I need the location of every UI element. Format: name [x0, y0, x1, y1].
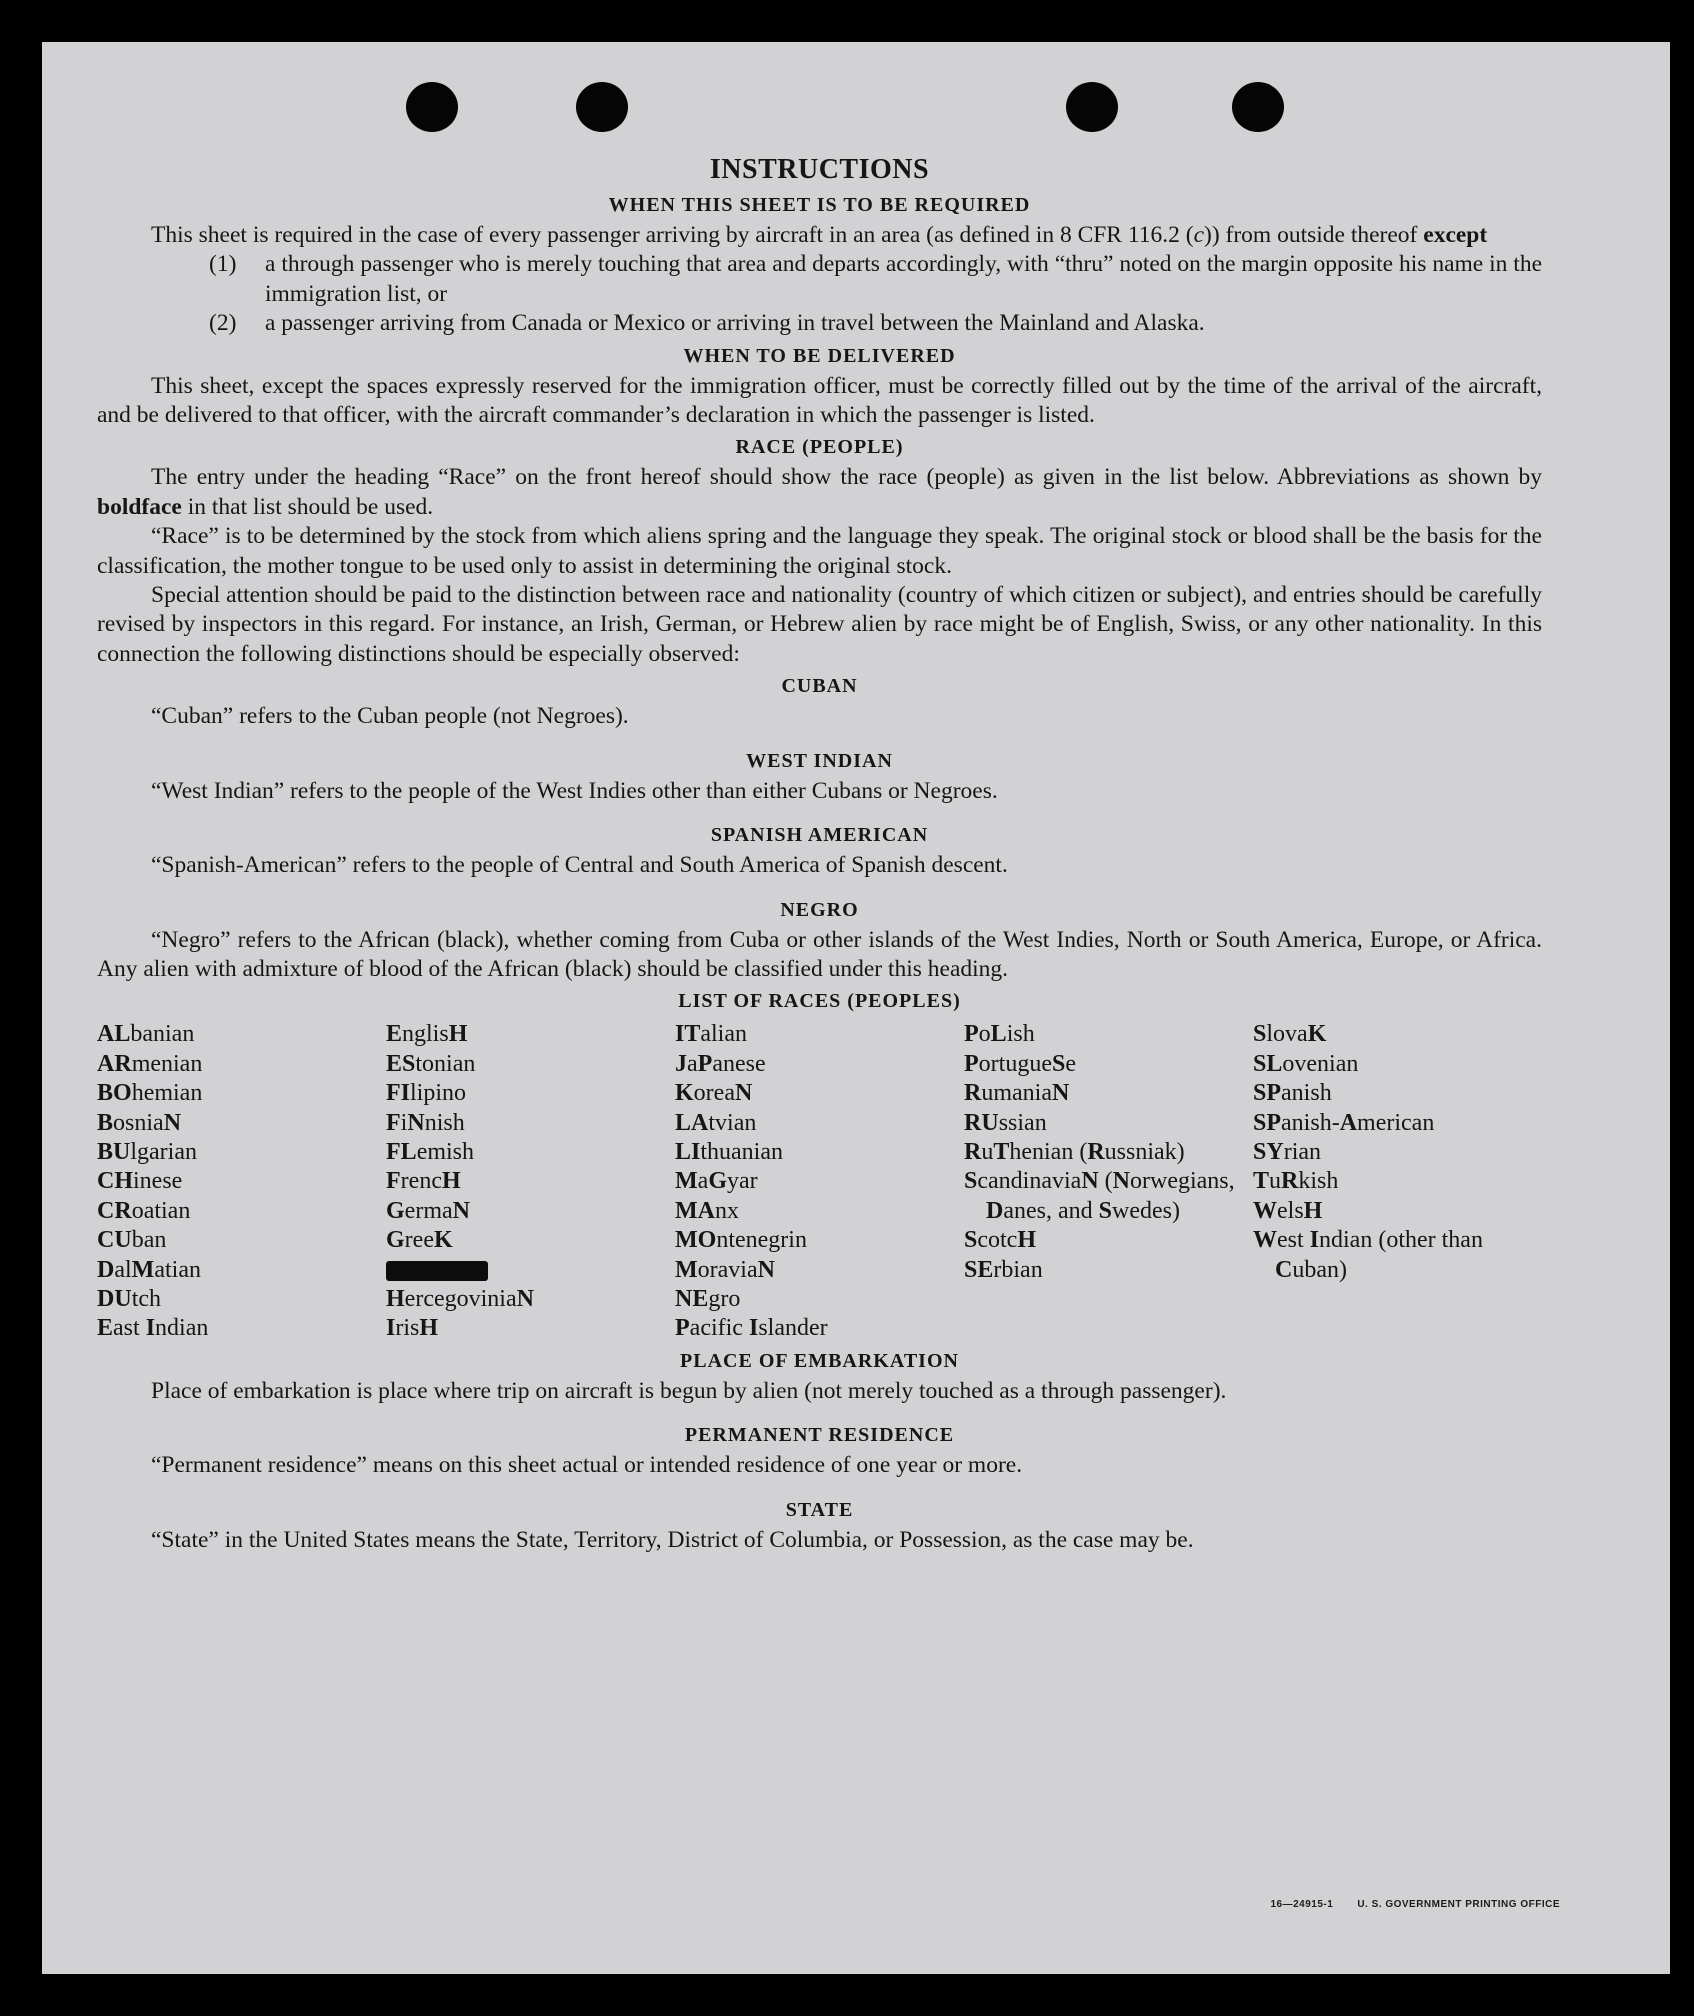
punch-hole [1066, 82, 1118, 132]
race-list [97, 1020, 1542, 1343]
redacted-race-item [386, 1256, 675, 1285]
race-item: DUtch [97, 1285, 162, 1312]
heading-negro: NEGRO [780, 898, 859, 921]
document-page [42, 42, 1670, 1974]
race-item: ScotcH [964, 1227, 1037, 1254]
race-item: WelsH [1253, 1197, 1323, 1224]
race-item: RuThenian (Russniak) [964, 1138, 1185, 1165]
race-item: SErbian [964, 1256, 1043, 1283]
printer-name: U. S. GOVERNMENT PRINTING OFFICE [1357, 1899, 1560, 1910]
race-item: PortugueSe [964, 1050, 1076, 1077]
race-item: Pacific Islander [675, 1315, 828, 1342]
race-item: JaPanese [675, 1050, 766, 1077]
race-item: PoLish [964, 1021, 1035, 1048]
race-item: SYrian [1253, 1138, 1322, 1165]
race-item: ALbanian [97, 1021, 195, 1048]
list-item [209, 250, 1542, 309]
item-text: a through passenger who is merely touching that area and departs accordingly, with “thru” noted on the margin opposite his name in the immigration list, or [265, 251, 1542, 307]
race-item: SlovaK [1253, 1021, 1327, 1048]
race-item: RUssian [964, 1109, 1047, 1136]
heading-west-indian: WEST INDIAN [746, 749, 893, 772]
race-item: HercegoviniaN [386, 1285, 534, 1312]
text: )) from outside thereof [1204, 222, 1424, 248]
heading-race: RACE (PEOPLE) [735, 436, 904, 459]
heading-when-required: WHEN THIS SHEET IS TO BE REQUIRED [608, 194, 1031, 216]
race-item: East Indian [97, 1315, 209, 1342]
text: c [1193, 222, 1204, 248]
race-item: BUlgarian [97, 1138, 197, 1165]
paragraph-west-indian: “West Indian” refers to the people of the West Indies other than either Cubans or Negroes. [151, 777, 998, 804]
race-item: DalMatian [97, 1256, 201, 1283]
paragraph-negro: “Negro” refers to the African (black), whether coming from Cuba or other islands of the West Indies, North or South America, Europe, or Africa. Any alien with admixture of blood of the African (black) should be classified under this heading. [97, 926, 1542, 982]
race-item: RumaniaN [964, 1080, 1070, 1107]
race-item: ARmenian [97, 1050, 203, 1077]
paragraph-race-2: “Race” is to be determined by the stock from which aliens spring and the language they speak. The original stock or blood shall be the basis for the classification, the mother tongue to be used only to assist in determining the original stock. [97, 523, 1542, 579]
race-column [675, 1020, 964, 1343]
heading-permanent-residence: PERMANENT RESIDENCE [684, 1424, 955, 1447]
paragraph-spanish-american: “Spanish-American” refers to the people of Central and South America of Spanish descent. [151, 852, 1008, 879]
race-item: GreeK [386, 1227, 453, 1254]
paragraph-cuban: “Cuban” refers to the Cuban people (not Negroes). [151, 703, 629, 730]
paragraph-when-required [97, 221, 1542, 250]
race-item: EStonian [386, 1050, 476, 1077]
item-text: a passenger arriving from Canada or Mexico or arriving in travel between the Mainland and Alaska. [265, 310, 1205, 337]
punch-hole [576, 82, 628, 132]
race-item: FiNnish [386, 1109, 465, 1136]
race-item: GermaN [386, 1197, 470, 1224]
paragraph-permanent-residence: “Permanent residence” means on this sheet actual or intended residence of one year or more. [151, 1452, 1023, 1479]
punch-hole [1232, 82, 1284, 132]
race-item: TuRkish [1253, 1168, 1339, 1195]
item-number: (1) [209, 251, 237, 278]
race-item: BosniaN [97, 1109, 182, 1136]
instructions-body [97, 152, 1542, 1555]
race-item: IrisH [386, 1315, 439, 1342]
race-column [1253, 1020, 1542, 1343]
race-item: FIlipino [386, 1080, 467, 1107]
race-item: MAnx [675, 1197, 739, 1224]
race-item: SPanish [1253, 1080, 1332, 1107]
paragraph-race-1 [97, 463, 1542, 522]
race-item: BOhemian [97, 1080, 203, 1107]
text: except [1423, 222, 1488, 248]
race-column [97, 1020, 386, 1343]
text: in that list should be used. [181, 493, 434, 520]
text: boldface [97, 493, 182, 520]
race-item: West Indian (other than Cuban) [1253, 1227, 1483, 1283]
heading-when-delivered: WHEN TO BE DELIVERED [683, 344, 956, 367]
race-column [964, 1020, 1253, 1343]
item-number: (2) [209, 310, 237, 337]
paragraph-race-3: Special attention should be paid to the distinction between race and nationality (country of which citizen or subject), and entries should be carefully revised by inspectors in this regard. For instance, an Irish, German, or Hebrew alien by race might be of English, Swiss, or any other nationality. In this connection the following distinctions should be especially observed: [97, 582, 1542, 667]
race-item: ScandinaviaN (Norwegians, Danes, and Swedes) [964, 1168, 1235, 1224]
race-item: SLovenian [1253, 1050, 1359, 1077]
text: This sheet is required in the case of every passenger arriving by aircraft in an area (as defined in 8 CFR 116.2 ( [151, 222, 1194, 248]
heading-spanish-american: SPANISH AMERICAN [710, 824, 929, 847]
race-item: LIthuanian [675, 1138, 783, 1165]
race-item: MOntenegrin [675, 1227, 807, 1254]
race-item: NEgro [675, 1285, 741, 1312]
text: The entry under the heading “Race” on the front hereof should show the race (people) as given in the list below. Abbreviations as shown by [151, 464, 1542, 491]
paragraph-state: “State” in the United States means the State, Territory, District of Columbia, or Possession, as the case may be. [151, 1526, 1194, 1553]
heading-state: STATE [785, 1498, 854, 1521]
heading-list-of-races: LIST OF RACES (PEOPLES) [678, 990, 961, 1013]
race-column [386, 1020, 675, 1343]
race-item: CRoatian [97, 1197, 191, 1224]
race-item: SPanish-American [1253, 1109, 1435, 1136]
list-item [209, 309, 1542, 338]
printer-imprint [1270, 1899, 1560, 1910]
paragraph-when-delivered: This sheet, except the spaces expressly reserved for the immigration officer, must be correctly filled out by the time of the arrival of the aircraft, and be delivered to that officer, with the aircraft commander’s declaration in which the passenger is listed. [97, 372, 1542, 429]
race-item: FLemish [386, 1138, 475, 1165]
heading-embarkation: PLACE OF EMBARKATION [680, 1349, 959, 1372]
heading-cuban: CUBAN [781, 675, 858, 698]
paragraph-embarkation: Place of embarkation is place where trip on aircraft is begun by alien (not merely touched as a through passenger). [151, 1377, 1227, 1404]
race-item: EnglisH [386, 1021, 468, 1048]
race-item: CUban [97, 1227, 167, 1254]
form-number: 16—24915-1 [1270, 1899, 1334, 1910]
race-item: LAtvian [675, 1109, 757, 1136]
race-item: KoreaN [675, 1080, 753, 1107]
race-item: ITalian [675, 1021, 747, 1048]
race-item: FrencH [386, 1168, 461, 1195]
page-title: INSTRUCTIONS [709, 154, 930, 185]
race-item: CHinese [97, 1168, 183, 1195]
punch-hole [406, 82, 458, 132]
race-item: MoraviaN [675, 1256, 775, 1283]
redaction-mark [386, 1261, 488, 1281]
race-item: MaGyar [675, 1168, 758, 1195]
